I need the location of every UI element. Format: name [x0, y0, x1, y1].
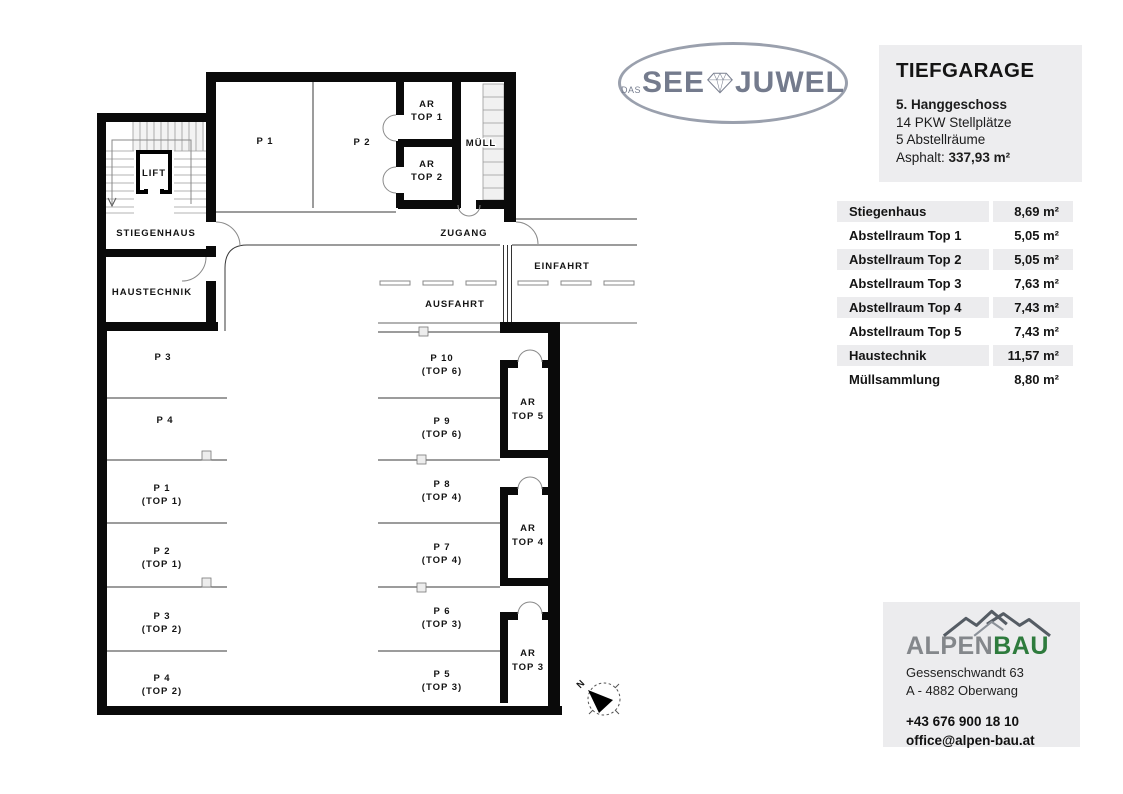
- logo-word-see: SEE: [642, 66, 706, 99]
- room-name: Haustechnik: [837, 345, 989, 366]
- spot-label: P 8: [433, 479, 451, 490]
- address-line1: Gessenschwandt 63: [906, 665, 1024, 680]
- room-name: Abstellraum Top 3: [837, 273, 989, 294]
- table-row: [837, 297, 1073, 318]
- company-name-part2: BAU: [993, 632, 1049, 660]
- asphalt-value: 337,93 m²: [948, 149, 1011, 165]
- spot-label: (TOP 2): [141, 624, 183, 635]
- room-label-einfahrt: EINFAHRT: [534, 261, 590, 272]
- room-area: 8,69 m²: [993, 201, 1073, 222]
- room-area: 8,80 m²: [993, 369, 1073, 390]
- spot-label: P 1: [256, 136, 274, 147]
- door-arc: [383, 115, 396, 141]
- storage-label: AR: [520, 397, 536, 408]
- floor-name: 5. Hanggeschoss: [896, 97, 1008, 112]
- spots-count: 14 PKW Stellplätze: [896, 114, 1012, 130]
- room-label-zugang: ZUGANG: [440, 228, 488, 239]
- door-arc: [383, 167, 396, 193]
- storage-label: TOP 5: [511, 411, 545, 422]
- spot-label: P 1: [153, 483, 171, 494]
- entry-gate: [504, 245, 512, 323]
- company-contact: [906, 712, 1072, 750]
- room-name: Müllsammlung: [837, 369, 989, 390]
- room-area: 7,63 m²: [993, 273, 1073, 294]
- company-address: [906, 664, 1072, 700]
- spot-label: P 6: [433, 606, 451, 617]
- table-row: [837, 321, 1073, 342]
- table-row: [837, 201, 1073, 222]
- room-area: 5,05 m²: [993, 249, 1073, 270]
- spot-label: (TOP 1): [141, 559, 183, 570]
- storage-label: TOP 4: [511, 537, 545, 548]
- room-name: Stiegenhaus: [837, 201, 989, 222]
- door-arc: [518, 477, 542, 489]
- room-label-haustechnik: HAUSTECHNIK: [111, 287, 193, 298]
- door-arc: [182, 257, 206, 281]
- room-label-ausfahrt: AUSFAHRT: [425, 299, 485, 310]
- door-arc: [518, 602, 542, 614]
- north-arrow-icon: [575, 678, 620, 715]
- logo-prefix: DAS: [621, 85, 642, 95]
- north-label: N: [574, 677, 588, 691]
- company-name-part1: ALPEN: [906, 632, 994, 660]
- spot-label: P 3: [153, 611, 171, 622]
- spot-label: (TOP 6): [421, 366, 463, 377]
- company-phone: +43 676 900 18 10: [906, 714, 1019, 729]
- room-name: Abstellraum Top 5: [837, 321, 989, 342]
- room-name: Abstellraum Top 4: [837, 297, 989, 318]
- room-label-stiegenhaus: STIEGENHAUS: [116, 228, 196, 239]
- company-email: office@alpen-bau.at: [906, 733, 1035, 748]
- room-area: 11,57 m²: [993, 345, 1073, 366]
- table-row: [837, 345, 1073, 366]
- table-row: [837, 369, 1073, 390]
- spot-label: P 4: [153, 673, 171, 684]
- spot-label: P 7: [433, 542, 451, 553]
- storage-count: 5 Abstellräume: [896, 132, 986, 147]
- asphalt-label: Asphalt:: [896, 149, 949, 165]
- storage-label: TOP 3: [511, 662, 545, 673]
- room-area: 5,05 m²: [993, 225, 1073, 246]
- company-name: [906, 633, 1072, 659]
- door-arc: [518, 350, 542, 362]
- logo-word-juwel: JUWEL: [735, 66, 845, 99]
- company-block: [883, 602, 1080, 747]
- storage-label: TOP 2: [410, 172, 444, 183]
- table-row: [837, 273, 1073, 294]
- storage-label: TOP 1: [410, 112, 444, 123]
- page-title: TIEFGARAGE: [896, 59, 1035, 82]
- spot-label: P 5: [433, 669, 451, 680]
- door-arc: [216, 222, 240, 246]
- spot-label: P 2: [353, 137, 371, 148]
- storage-label: AR: [520, 523, 536, 534]
- see-juwel-logo: [618, 42, 848, 124]
- spot-label: (TOP 3): [421, 682, 463, 693]
- spot-label: (TOP 4): [421, 492, 463, 503]
- room-area: 7,43 m²: [993, 297, 1073, 318]
- area-table: [837, 201, 1073, 393]
- room-name: Abstellraum Top 1: [837, 225, 989, 246]
- spot-label: (TOP 2): [141, 686, 183, 697]
- spot-label: P 9: [433, 416, 451, 427]
- table-row: [837, 225, 1073, 246]
- spot-label: P 10: [430, 353, 454, 364]
- storage-label: AR: [520, 648, 536, 659]
- title-block: [879, 45, 1082, 182]
- spot-label: (TOP 3): [421, 619, 463, 630]
- spot-label: (TOP 6): [421, 429, 463, 440]
- asphalt-area: [896, 149, 1072, 167]
- spot-label: P 4: [156, 415, 174, 426]
- spot-label: P 2: [153, 546, 171, 557]
- spot-label: (TOP 4): [421, 555, 463, 566]
- spot-label: (TOP 1): [141, 496, 183, 507]
- lift: [138, 152, 170, 195]
- lift-label: LIFT: [141, 168, 167, 179]
- diamond-icon: [706, 62, 734, 104]
- room-label-muell: MÜLL: [465, 138, 497, 149]
- storage-label: AR: [419, 99, 435, 110]
- door-arc: [516, 222, 538, 244]
- spot-label: P 3: [154, 352, 172, 363]
- room-area: 7,43 m²: [993, 321, 1073, 342]
- room-name: Abstellraum Top 2: [837, 249, 989, 270]
- table-row: [837, 249, 1073, 270]
- address-line2: A - 4882 Oberwang: [906, 683, 1019, 698]
- storage-label: AR: [419, 159, 435, 170]
